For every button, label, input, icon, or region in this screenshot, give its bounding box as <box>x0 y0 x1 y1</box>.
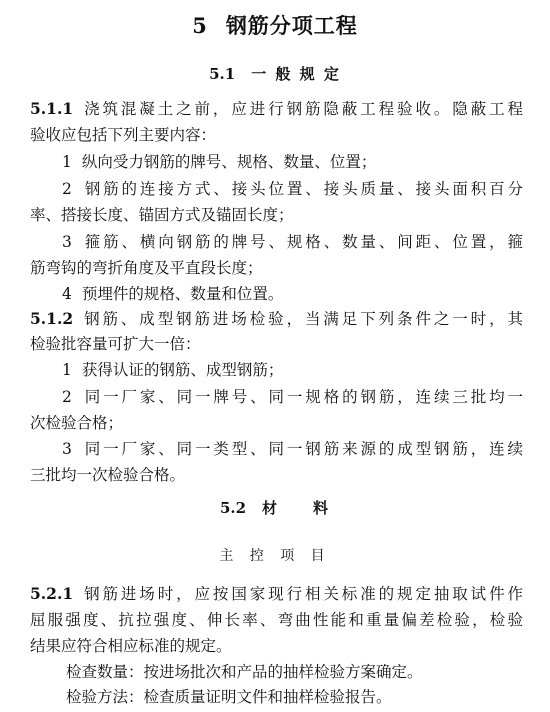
chapter-number: 5 <box>192 13 208 38</box>
chapter-title: 钢筋分项工程 <box>225 13 358 38</box>
section-number: 5.2 <box>219 499 247 517</box>
list-item: 4 预埋件的规格、数量和位置。 <box>62 285 284 303</box>
paragraph-line <box>30 306 523 332</box>
paragraph-line: 结果应符合相应标准的规定。 <box>30 637 232 655</box>
section-heading <box>0 497 550 518</box>
paragraph-line <box>30 581 523 607</box>
list-item: 1 纵向受力钢筋的牌号、规格、数量、位置； <box>62 153 377 171</box>
list-item-continuation: 次检验合格； <box>30 414 124 432</box>
list-item-continuation: 三批均一次检验合格。 <box>30 466 186 484</box>
paragraph-line <box>30 96 523 122</box>
clause-text: 钢筋进场时，应按国家现行相关标准的规定抽取试件作 <box>81 585 523 603</box>
section-heading <box>0 63 550 84</box>
list-item: 1 获得认证的钢筋、成型钢筋； <box>62 361 284 379</box>
clause-number: 5.2.1 <box>30 584 74 603</box>
section-number: 5.1 <box>209 65 236 83</box>
clause-text: 浇筑混凝土之前，应进行钢筋隐蔽工程验收。隐蔽工程 <box>81 100 523 118</box>
paragraph-line: 检验批容量可扩大一倍： <box>30 335 201 353</box>
clause-number: 5.1.2 <box>30 309 74 328</box>
chapter-heading <box>0 10 550 40</box>
list-item: 3 同一厂家、同一类型、同一钢筋来源的成型钢筋，连续 <box>62 440 523 458</box>
paragraph-line: 验收应包括下列主要内容： <box>30 126 217 144</box>
clause-text: 钢筋、成型钢筋进场检验，当满足下列条件之一时，其 <box>81 310 523 328</box>
check-method: 检验方法：检查质量证明文件和抽样检验报告。 <box>66 688 392 706</box>
list-item: 2 钢筋的连接方式、接头位置、接头质量、接头面积百分 <box>62 180 523 198</box>
list-item: 3 箍筋、横向钢筋的牌号、规格、数量、间距、位置，箍 <box>62 233 523 251</box>
list-item-continuation: 率、搭接长度、锚固方式及锚固长度； <box>30 206 294 224</box>
paragraph-line: 屈服强度、抗拉强度、伸长率、弯曲性能和重量偏差检验，检验 <box>30 611 523 629</box>
clause-number: 5.1.1 <box>30 99 74 118</box>
check-quantity: 检查数量：按进场批次和产品的抽样检验方案确定。 <box>66 663 423 681</box>
list-item-continuation: 筋弯钩的弯折角度及平直段长度； <box>30 259 263 277</box>
section-title: 一 般 规 定 <box>251 65 341 83</box>
section-title: 材 料 <box>262 499 331 517</box>
list-item: 2 同一厂家、同一牌号、同一规格的钢筋，连续三批均一 <box>62 388 523 406</box>
subsection-heading: 主 控 项 目 <box>219 548 331 564</box>
